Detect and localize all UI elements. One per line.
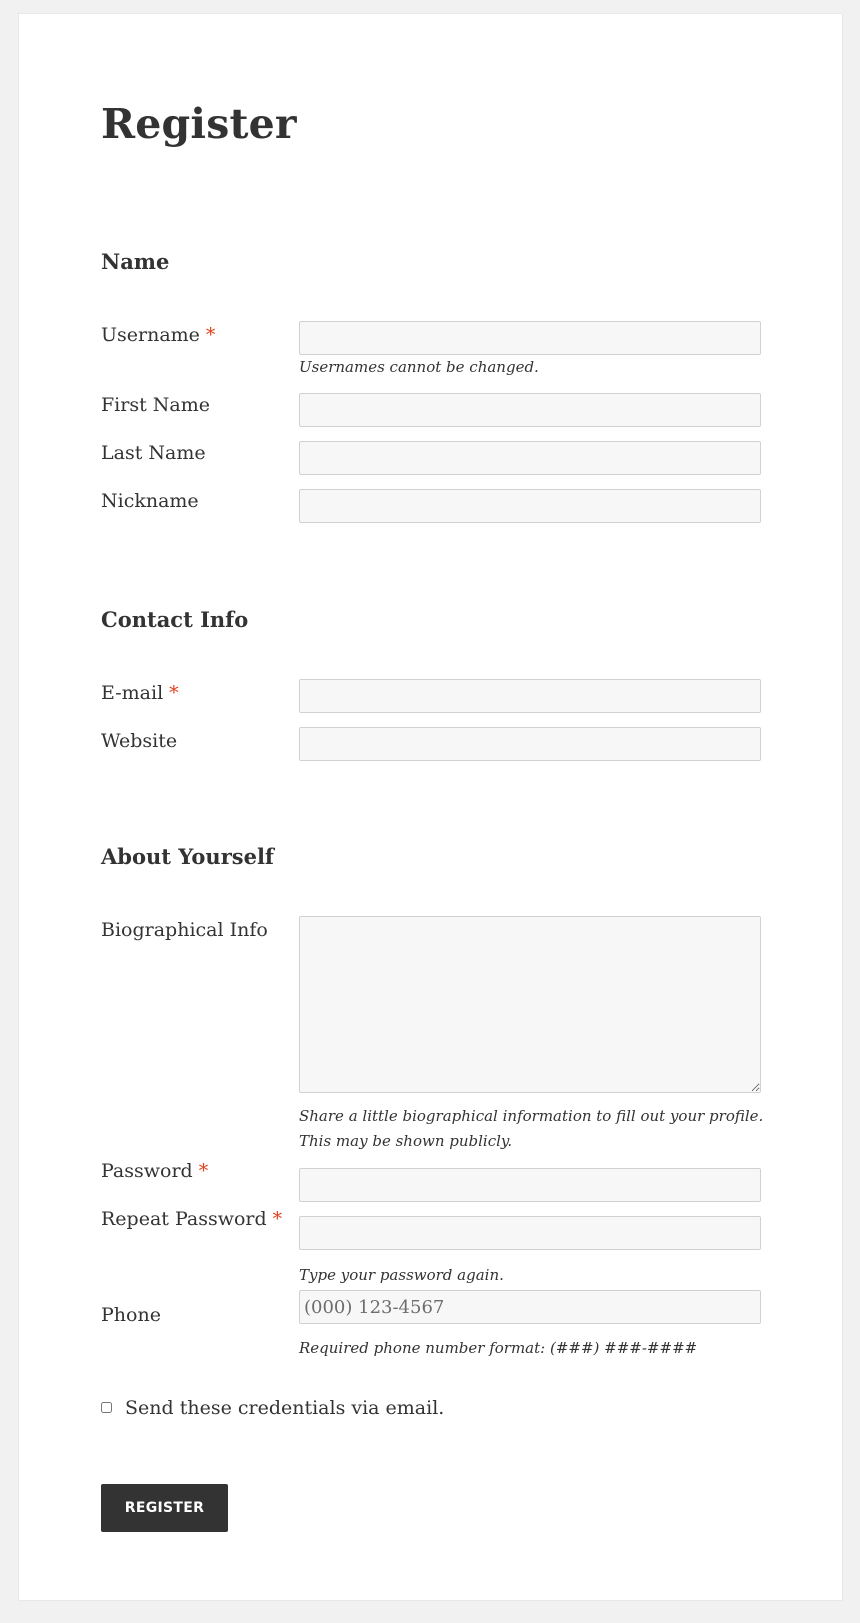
email-required-marker: * (169, 682, 179, 704)
username-input[interactable] (299, 321, 761, 355)
register-button[interactable]: REGISTER (101, 1484, 228, 1532)
bio-textarea[interactable] (299, 916, 761, 1093)
repeat-password-required-marker: * (272, 1208, 283, 1230)
phone-hint: Required phone number format: (###) ###-#### (299, 1339, 698, 1357)
repeat-password-label (101, 1208, 282, 1230)
bio-hint-line-1: Share a little biographical information to fill out your profile. (299, 1107, 764, 1125)
password-required-marker: * (198, 1160, 209, 1182)
username-required-marker: * (205, 324, 216, 346)
phone-label: Phone (101, 1304, 161, 1326)
page-title: Register (101, 100, 297, 148)
email-label (101, 682, 179, 704)
username-label (101, 324, 215, 346)
section-heading-name: Name (101, 249, 170, 274)
last-name-input[interactable] (299, 441, 761, 475)
registration-card (18, 13, 843, 1601)
send-credentials-checkbox[interactable] (101, 1402, 112, 1413)
bio-hint (299, 1104, 769, 1154)
first-name-label: First Name (101, 394, 210, 416)
phone-input[interactable] (299, 1290, 761, 1324)
repeat-password-label-text: Repeat Password (101, 1208, 267, 1230)
bio-label: Biographical Info (101, 919, 268, 941)
nickname-label: Nickname (101, 490, 199, 512)
repeat-password-input[interactable] (299, 1216, 761, 1250)
password-label (101, 1160, 208, 1182)
repeat-password-hint: Type your password again. (299, 1266, 504, 1284)
email-label-text: E-mail (101, 682, 164, 704)
nickname-input[interactable] (299, 489, 761, 523)
website-label: Website (101, 730, 178, 752)
email-input[interactable] (299, 679, 761, 713)
password-input[interactable] (299, 1168, 761, 1202)
username-label-text: Username (101, 324, 200, 346)
first-name-input[interactable] (299, 393, 761, 427)
username-hint: Usernames cannot be changed. (299, 358, 539, 376)
website-input[interactable] (299, 727, 761, 761)
section-heading-about-yourself: About Yourself (101, 844, 274, 869)
send-credentials-label[interactable]: Send these credentials via email. (125, 1397, 445, 1419)
section-heading-contact-info: Contact Info (101, 607, 249, 632)
password-label-text: Password (101, 1160, 193, 1182)
bio-hint-line-2: This may be shown publicly. (299, 1132, 513, 1150)
last-name-label: Last Name (101, 442, 206, 464)
